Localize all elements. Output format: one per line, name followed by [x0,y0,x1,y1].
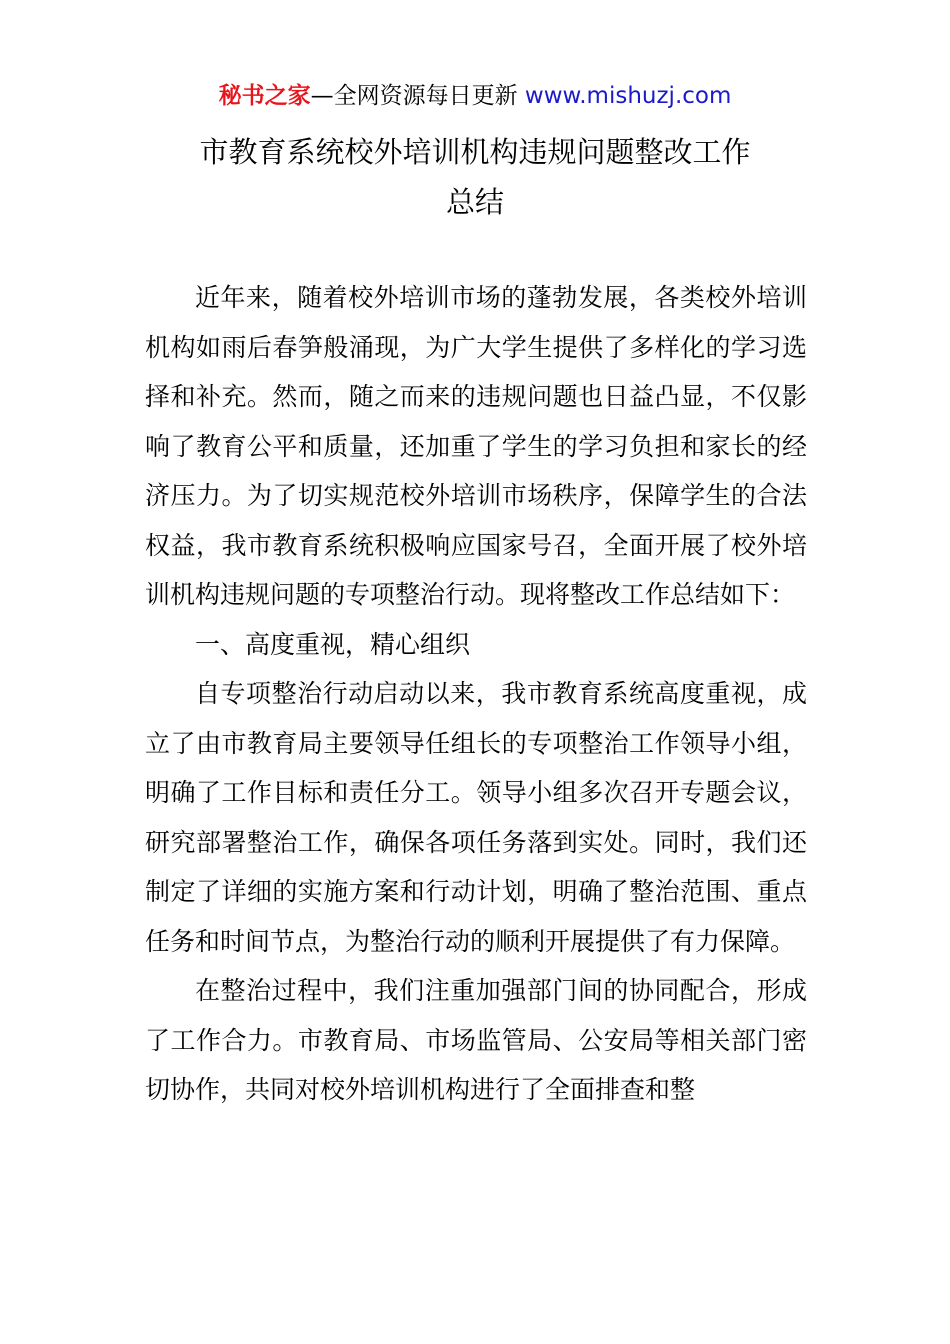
document-title [0,127,950,227]
site-header [0,80,950,112]
site-tagline: —全网资源每日更新 [310,83,525,109]
document-body [145,273,807,1115]
paragraph-intro: 近年来，随着校外培训市场的蓬勃发展，各类校外培训机构如雨后春笋般涌现，为广大学生提供了多样化的学习选择和补充。然而，随之而来的违规问题也日益凸显，不仅影响了教育公平和质量，还加重了学生的学习负担和家长的经济压力。为了切实规范校外培训市场秩序，保障学生的合法权益，我市教育系统积极响应国家号召，全面开展了校外培训机构违规问题的专项整治行动。现将整改工作总结如下： [145,283,807,609]
document-title-line-2: 总结 [445,185,504,219]
section-heading-1: 一、高度重视，精心组织 [195,629,471,659]
site-brand: 秘书之家 [218,83,311,109]
paragraph-coordination: 在整治过程中，我们注重加强部门间的协同配合，形成了工作合力。市教育局、市场监管局、公安局等相关部门密切协作，共同对校外培训机构进行了全面排查和整 [145,976,807,1104]
document-title-line-1: 市教育系统校外培训机构违规问题整改工作 [199,135,751,169]
paragraph-organization: 自专项整治行动启动以来，我市教育系统高度重视，成立了由市教育局主要领导任组长的专项整治工作领导小组，明确了工作目标和责任分工。领导小组多次召开专题会议，研究部署整治工作，确保各项任务落到实处。同时，我们还制定了详细的实施方案和行动计划，明确了整治范围、重点任务和时间节点，为整治行动的顺利开展提供了有力保障。 [145,679,807,956]
site-url[interactable]: www.mishuzj.com [524,83,732,109]
